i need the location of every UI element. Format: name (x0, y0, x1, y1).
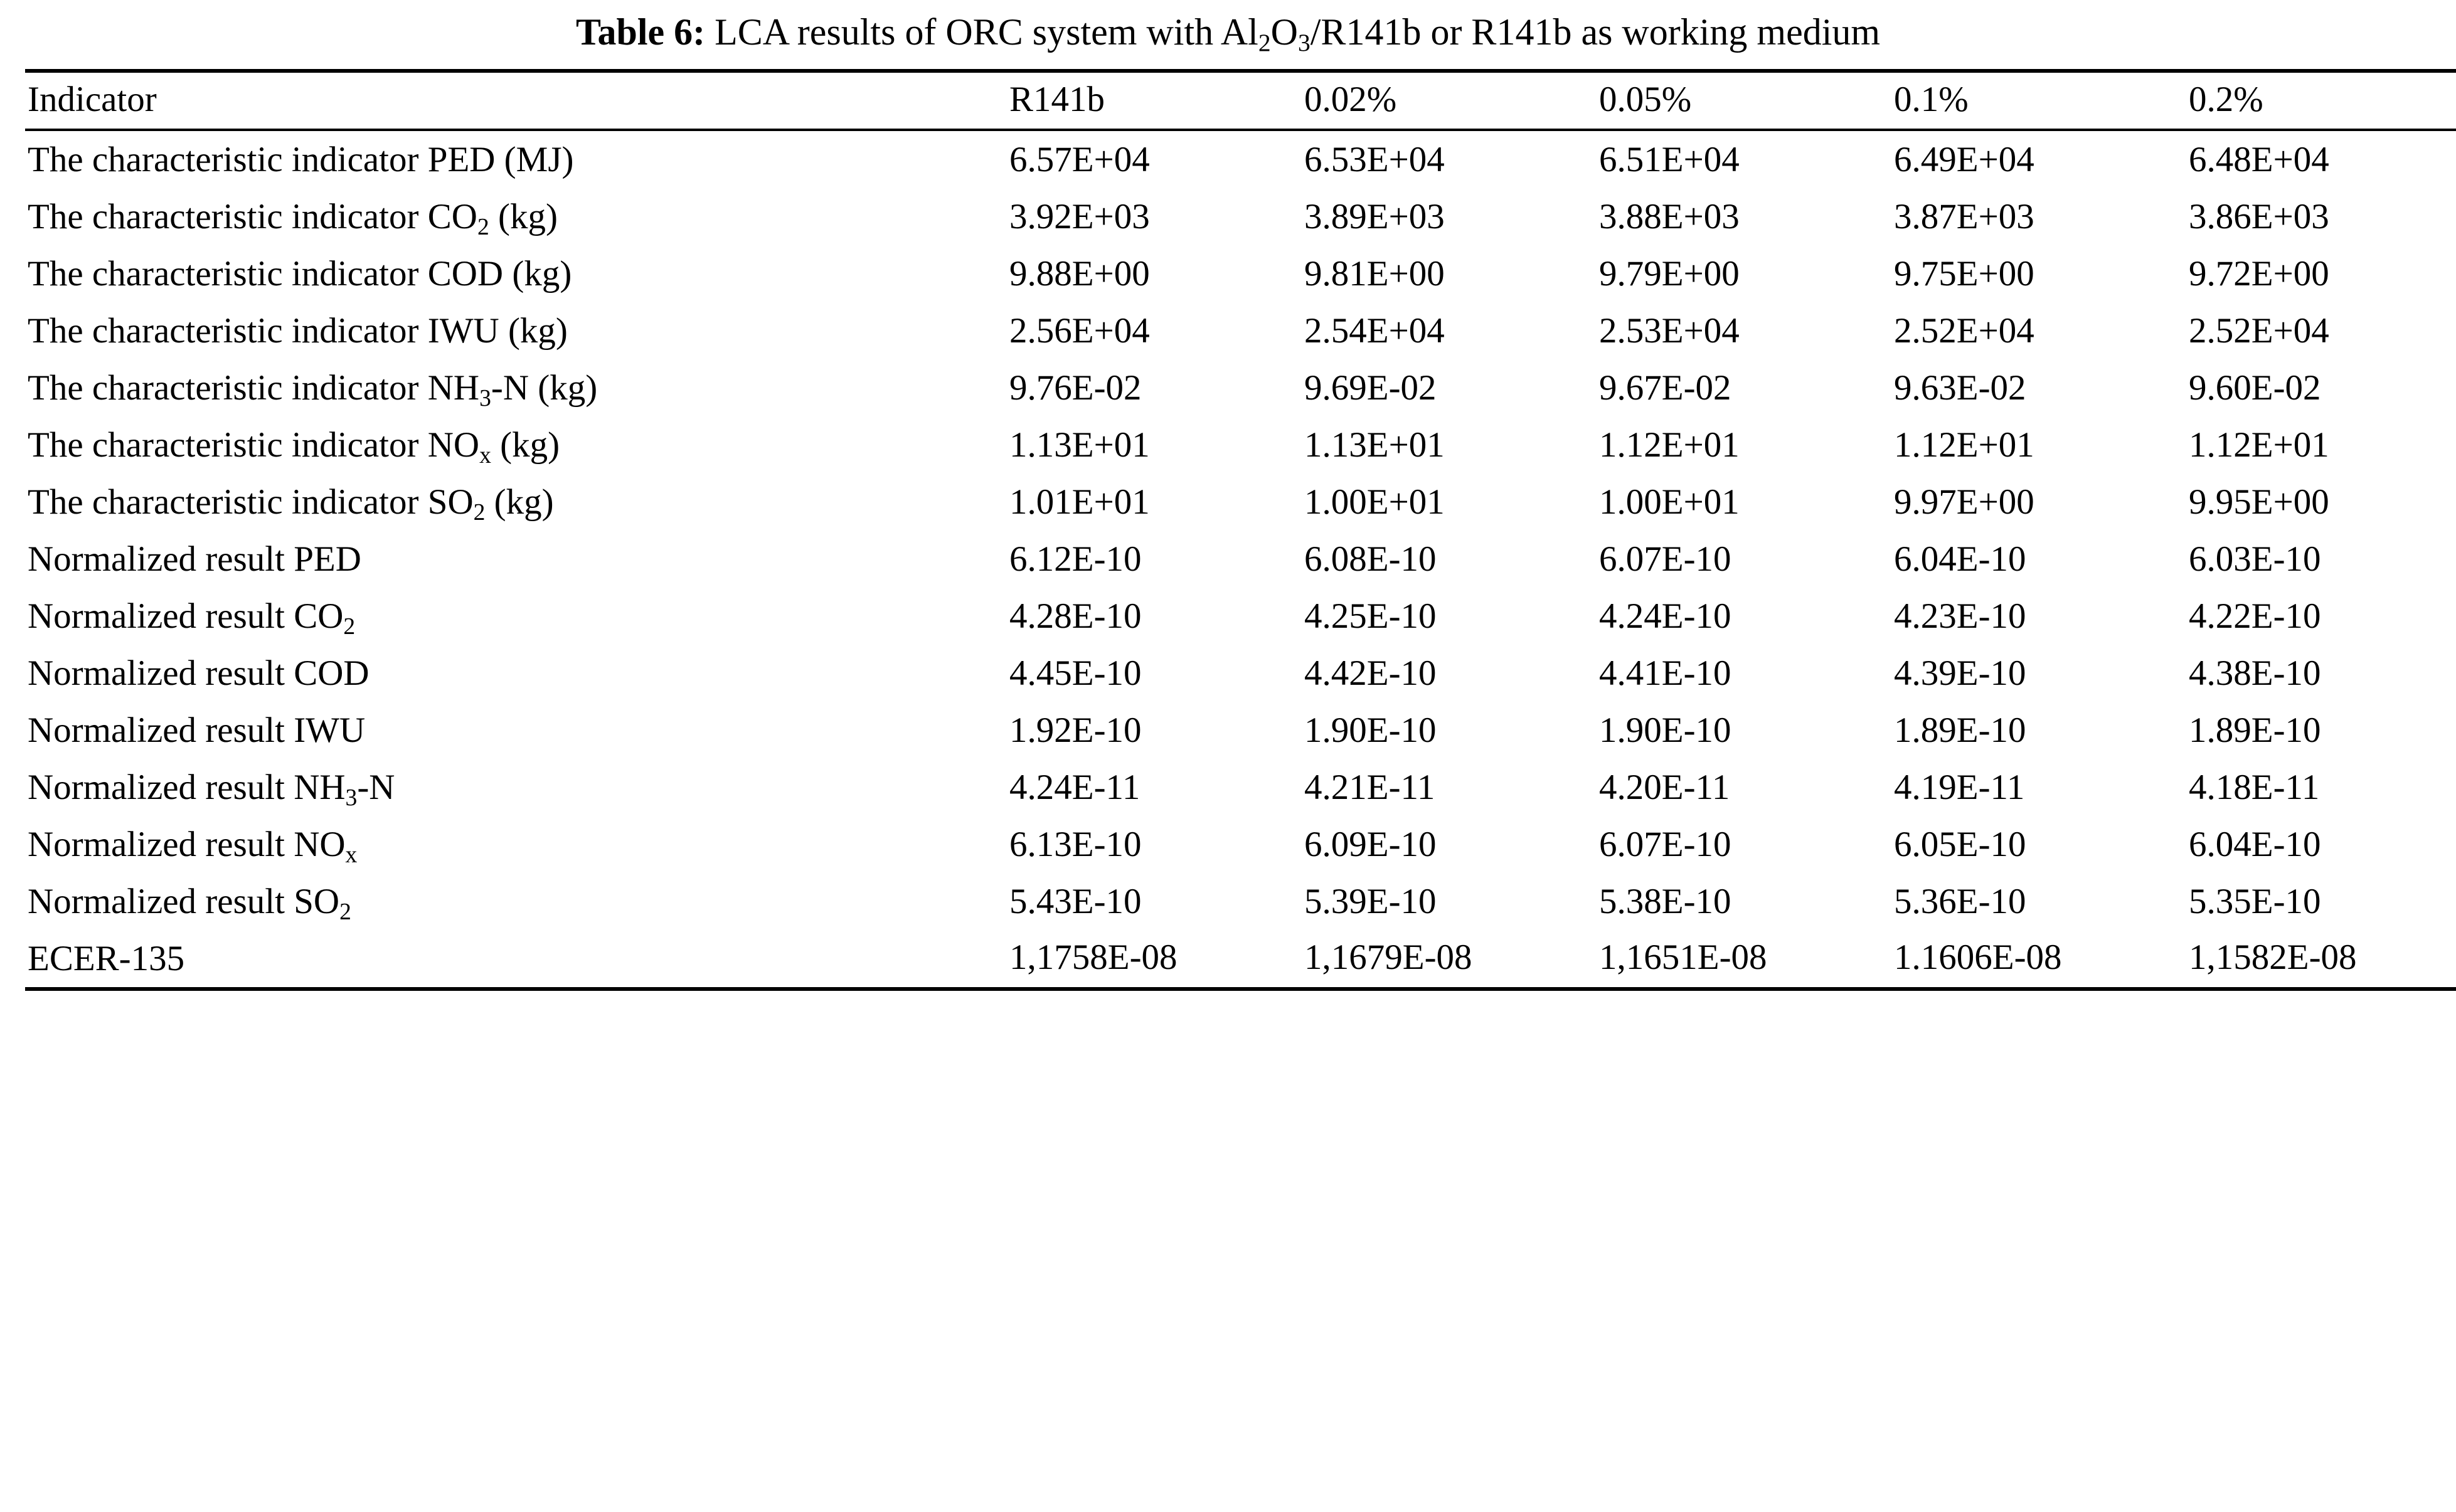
row-value-cell: 6.08E-10 (1304, 539, 1437, 579)
row-indicator-label: Normalized result $SO_2$ (28, 882, 351, 925)
lca-results-table (25, 69, 2456, 991)
row-value-cell: 9.79E+00 (1599, 254, 1740, 293)
table-row (25, 302, 2456, 359)
row-value-cell: 6.51E+04 (1599, 140, 1740, 179)
row-value-cell: 3.86E+03 (2189, 197, 2329, 236)
row-value-cell: 4.21E-11 (1304, 768, 1435, 807)
row-value-cell: 6.03E-10 (2189, 539, 2321, 579)
row-value-cell: 9.75E+00 (1894, 254, 2034, 293)
row-value-cell: 3.88E+03 (1599, 197, 1740, 236)
table-row (25, 188, 2456, 245)
row-value-cell: 4.20E-11 (1599, 768, 1730, 807)
row-value-cell: 9.95E+00 (2189, 482, 2329, 522)
table-row (25, 873, 2456, 930)
row-value-cell: 1.92E-10 (1009, 711, 1142, 750)
row-value-cell: 1.01E+01 (1009, 482, 1150, 522)
table-caption (25, 11, 2431, 57)
row-indicator-label: The characteristic indicator COD (kg) (28, 254, 572, 293)
row-value-cell: 1,1758E-08 (1007, 930, 1302, 989)
column-header-indicator: Indicator (25, 71, 1007, 130)
column-header-02: 0.2% (2186, 71, 2456, 130)
row-value-cell: 4.24E-11 (1009, 768, 1140, 807)
row-value-cell: 6.53E+04 (1304, 140, 1445, 179)
table-row (25, 245, 2456, 302)
row-value-cell: 1.12E+01 (1599, 425, 1740, 465)
row-value-cell: 4.38E-10 (2189, 653, 2321, 693)
row-value-cell: 4.24E-10 (1599, 596, 1731, 636)
row-value-cell: 5.35E-10 (2189, 882, 2321, 921)
row-value-cell: 1,1582E-08 (2186, 930, 2456, 989)
row-indicator-label: Normalized result $NH_3-N$ (28, 768, 395, 811)
row-value-cell: 9.69E-02 (1304, 368, 1437, 408)
row-value-cell: 9.67E-02 (1599, 368, 1731, 408)
row-value-cell: 6.04E-10 (1894, 539, 2026, 579)
row-value-cell: 1.13E+01 (1009, 425, 1150, 465)
row-value-cell: 3.92E+03 (1009, 197, 1150, 236)
table-row (25, 588, 2456, 645)
row-value-cell: 6.49E+04 (1894, 140, 2034, 179)
row-value-cell: 4.23E-10 (1894, 596, 2026, 636)
row-value-cell: 6.07E-10 (1599, 825, 1731, 864)
row-value-cell: 1.00E+01 (1304, 482, 1445, 522)
row-value-cell: 9.63E-02 (1894, 368, 2026, 408)
row-value-cell: 1.89E-10 (1894, 711, 2026, 750)
row-indicator-label: Normalized result IWU (28, 711, 366, 750)
row-value-cell: 2.53E+04 (1599, 311, 1740, 351)
row-value-cell: 5.39E-10 (1304, 882, 1437, 921)
row-value-cell: 4.19E-11 (1894, 768, 2025, 807)
row-indicator-label: The characteristic indicator $SO_2$ (kg) (28, 482, 554, 526)
row-value-cell: 3.89E+03 (1304, 197, 1445, 236)
table-row (25, 130, 2456, 188)
row-value-cell: 1.90E-10 (1599, 711, 1731, 750)
row-indicator-label: Normalized result $NO_x$ (28, 825, 358, 868)
row-value-cell: 1.13E+01 (1304, 425, 1445, 465)
row-value-cell: 6.48E+04 (2189, 140, 2329, 179)
row-value-cell: 1.89E-10 (2189, 711, 2321, 750)
column-header-002: 0.02% (1302, 71, 1597, 130)
row-value-cell: 6.13E-10 (1009, 825, 1142, 864)
row-value-cell: 5.36E-10 (1894, 882, 2026, 921)
row-value-cell: 4.41E-10 (1599, 653, 1731, 693)
row-value-cell: 4.45E-10 (1009, 653, 1142, 693)
row-indicator-label: The characteristic indicator $NO_x$ (kg) (28, 425, 560, 468)
row-value-cell: 9.88E+00 (1009, 254, 1150, 293)
row-indicator-label: Normalized result $CO_2$ (28, 596, 356, 640)
row-indicator-label: The characteristic indicator PED (MJ) (28, 140, 574, 179)
row-value-cell: 2.52E+04 (1894, 311, 2034, 351)
row-value-cell: 1.12E+01 (1894, 425, 2034, 465)
row-value-cell: 1.1606E-08 (1891, 930, 2186, 989)
row-value-cell: 4.22E-10 (2189, 596, 2321, 636)
row-value-cell: 1.90E-10 (1304, 711, 1437, 750)
row-value-cell: 9.97E+00 (1894, 482, 2034, 522)
row-value-cell: 4.25E-10 (1304, 596, 1437, 636)
table-row (25, 416, 2456, 473)
row-value-cell: 1,1651E-08 (1597, 930, 1891, 989)
row-value-cell: 6.09E-10 (1304, 825, 1437, 864)
row-value-cell: 1.00E+01 (1599, 482, 1740, 522)
row-value-cell: 1,1679E-08 (1302, 930, 1597, 989)
row-value-cell: 9.81E+00 (1304, 254, 1445, 293)
row-value-cell: 6.07E-10 (1599, 539, 1731, 579)
table-caption-text: LCA results of ORC system with $Al_2O_3/R141b$ or R141b as working medium (715, 11, 1881, 57)
table-body (25, 130, 2456, 989)
table-row (25, 759, 2456, 816)
row-value-cell: 6.05E-10 (1894, 825, 2026, 864)
table-row (25, 359, 2456, 416)
row-value-cell: 4.18E-11 (2189, 768, 2320, 807)
row-value-cell: 2.56E+04 (1009, 311, 1150, 351)
row-value-cell: 4.42E-10 (1304, 653, 1437, 693)
column-header-005: 0.05% (1597, 71, 1891, 130)
row-value-cell: 3.87E+03 (1894, 197, 2034, 236)
header-row (25, 71, 2456, 130)
table-row (25, 645, 2456, 702)
row-value-cell: 6.57E+04 (1009, 140, 1150, 179)
row-indicator-label: Normalized result PED (28, 539, 361, 579)
row-value-cell: 2.52E+04 (2189, 311, 2329, 351)
row-value-cell: 5.43E-10 (1009, 882, 1142, 921)
row-value-cell: 2.54E+04 (1304, 311, 1445, 351)
row-value-cell: 4.39E-10 (1894, 653, 2026, 693)
row-value-cell: 5.38E-10 (1599, 882, 1731, 921)
row-indicator-label: The characteristic indicator $NH_3-N$ (kg) (28, 368, 598, 411)
row-indicator-label: ECER-135 (25, 930, 1007, 989)
table-row (25, 473, 2456, 531)
table-header (25, 71, 2456, 130)
row-value-cell: 1.12E+01 (2189, 425, 2329, 465)
row-indicator-label: Normalized result COD (28, 653, 369, 693)
column-header-01: 0.1% (1891, 71, 2186, 130)
table-row (25, 531, 2456, 588)
row-value-cell: 9.60E-02 (2189, 368, 2321, 408)
row-value-cell: 6.12E-10 (1009, 539, 1142, 579)
row-indicator-label: The characteristic indicator IWU (kg) (28, 311, 568, 351)
table-row (25, 816, 2456, 873)
row-value-cell: 6.04E-10 (2189, 825, 2321, 864)
row-indicator-label: The characteristic indicator $CO_2$ (kg) (28, 197, 558, 240)
table-row (25, 702, 2456, 759)
row-value-cell: 9.72E+00 (2189, 254, 2329, 293)
row-value-cell: 4.28E-10 (1009, 596, 1142, 636)
table-row (25, 930, 2456, 989)
row-value-cell: 9.76E-02 (1009, 368, 1142, 408)
table-caption-label: Table 6: (575, 11, 706, 53)
column-header-r141b: R141b (1007, 71, 1302, 130)
